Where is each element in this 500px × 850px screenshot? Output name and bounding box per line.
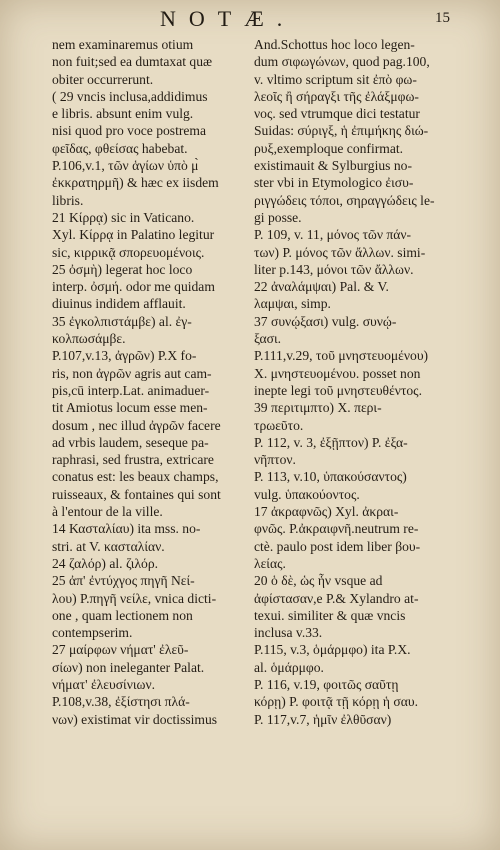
page-number: 15: [435, 10, 450, 26]
text-line: λου) P.πηγῆ νείλε, vnica dicti-: [52, 590, 217, 606]
text-line: ἐκκρατηρμῆ) & hæc ex iisdem: [52, 175, 219, 191]
text-line: conatus est: les beaux champs,: [52, 469, 219, 485]
text-line: P. 113, v.10, ὑπακούσαντος): [254, 469, 407, 485]
text-line: pis,cū interp.Lat. animaduer-: [52, 382, 210, 398]
text-line: ruisseaux, & fontaines qui sont: [52, 486, 221, 502]
text-line: P. 109, v. 11, μόνος τῶν πάν-: [254, 227, 412, 243]
text-line: σίων) non ineleganter Palat.: [52, 659, 205, 675]
text-line: inclusa v.33.: [254, 625, 323, 641]
text-line: inepte legi τοῦ μνηστευθέντος.: [254, 382, 422, 398]
text-line: 27 μαίρφων νήματ' ἐλεῦ-: [52, 642, 189, 658]
left-column: [52, 36, 240, 728]
text-line: κολπωσάμβε.: [52, 331, 126, 347]
text-line: existimauit & Sylburgius no-: [254, 158, 412, 174]
text-line: liter p.143, μόνοι τῶν ἄλλων.: [254, 261, 414, 277]
text-line: ἀφίστασαν,e P.& Xylandro at-: [254, 590, 419, 606]
text-line: raphrasi, sed frustra, extricare: [52, 452, 214, 468]
text-line: à l'entour de la ville.: [52, 504, 163, 520]
text-line: ster vbi in Etymologico ἐισυ-: [254, 175, 414, 191]
text-line: φεῖδας, φθείσας habebat.: [52, 140, 188, 156]
text-line: P.115, v.3, ὁμάρμφο) ita P.X.: [254, 642, 411, 658]
text-line: diuinus indidem afflauit.: [52, 296, 186, 312]
text-line: νήματ' ἐλευσίνιων.: [52, 676, 155, 692]
text-line: P. 117,v.7, ἡμῖν ἐλθῦσαν): [254, 711, 392, 727]
text-line: 14 Κασταλίαυ) ita mss. no-: [52, 521, 201, 537]
text-line: stri. at V. κασταλίαν.: [52, 538, 165, 554]
text-line: vulg. ὑπακούοντος.: [254, 486, 360, 502]
text-line: dosum , nec illud ἀγρῶν facere: [52, 417, 221, 433]
text-line: νῆπτον.: [254, 452, 296, 468]
text-line: ριγγώδεις τόποι, σηραγγώδεις le-: [254, 192, 435, 208]
text-line: των) P. μόνος τῶν ἄλλων. simi-: [254, 244, 426, 260]
text-line: 21 Κίρρᾳ) sic in Vaticano.: [52, 209, 195, 225]
text-line: P. 116, v.19, φοιτῶς σαῦτῃ: [254, 676, 399, 692]
right-column: [254, 36, 450, 728]
text-line: νος. sed vtrumque dici testatur: [254, 106, 420, 122]
text-line: ( 29 vncis inclusa,addidimus: [52, 88, 208, 104]
text-line: e libris. absunt enim vulg.: [52, 106, 194, 122]
text-line: 20 ὁ δὲ, ὡς ἦν vsque ad: [254, 573, 383, 589]
running-title: NOTÆ.: [160, 6, 296, 31]
text-line: ξασι.: [254, 331, 282, 347]
text-line: libris.: [52, 192, 84, 208]
text-line: 22 ἀναλάμψαι) Pal. & V.: [254, 279, 389, 295]
text-line: Xyl. Κίρρᾳ in Palatino legitur: [52, 227, 215, 243]
text-line: κόρῃ) P. φοιτᾷ τῇ κόρῃ ἡ σαυ.: [254, 694, 418, 710]
text-line: al. ὁμάρμφο.: [254, 659, 324, 675]
text-line: obiter occurrerunt.: [52, 71, 154, 87]
text-line: P.106,v.1, τῶν ἁγίων ὑπὸ μ̀: [52, 158, 199, 174]
text-line: ris, non ἀγρῶν agris aut cam-: [52, 365, 212, 381]
running-head: [0, 6, 500, 36]
text-line: And.Schottus hoc loco legen-: [254, 37, 415, 52]
text-line: contempserim.: [52, 625, 133, 641]
text-line: P.107,v.13, ἀγρῶν) P.X fo-: [52, 348, 197, 364]
text-line: 39 περιτιμπτο) X. περι-: [254, 400, 382, 416]
text-line: 37 συνῴξασι) vulg. συνῴ-: [254, 313, 397, 329]
text-line: nisi quod pro voce postrema: [52, 123, 207, 139]
text-line: non fuit;sed ea dumtaxat quæ: [52, 54, 213, 70]
text-line: λαμψαι, simp.: [254, 296, 331, 312]
text-line: 17 ἀκραφνῶς) Xyl. ἀκραι-: [254, 504, 399, 520]
text-line: P. 112, v. 3, ἐξῇπτον) P. ἐξα-: [254, 434, 408, 450]
text-line: 25 ὀσμὴ) legerat hoc loco: [52, 261, 193, 277]
text-line: interp. ὀσμή. odor me quidam: [52, 279, 215, 295]
text-line: φνῶς. P.ἀκραιφνῆ.neutrum re-: [254, 521, 419, 537]
text-line: dum σιφωγώνων, quod pag.100,: [254, 54, 430, 70]
text-line: nem examinaremus otium: [52, 37, 194, 52]
text-line: 35 ἐγκολπιστάμβε) al. ἐγ-: [52, 313, 192, 329]
text-line: 25 ἀπ' ἐντύχγος πηγῆ Νεί-: [52, 573, 195, 589]
text-line: ad vrbis laudem, seseque pa-: [52, 434, 209, 450]
text-line: τρωεῦτο.: [254, 417, 304, 433]
text-line: texui. similiter & quæ vncis: [254, 607, 406, 623]
text-line: P.108,v.38, ἐξίστησι πλά-: [52, 694, 190, 710]
text-line: sic, κιρρικᾷ σπορευομένοις.: [52, 244, 205, 260]
text-line: one , quam lectionem non: [52, 607, 193, 623]
text-line: v. vltimo scriptum sit ἐπὸ φω-: [254, 71, 417, 87]
text-line: λεοῖς ἢ σήραγξι τῆς ἐλάξμφω-: [254, 88, 419, 104]
text-line: νων) existimat vir doctissimus: [52, 711, 218, 727]
text-line: P.111,v.29, τοῦ μνηστευομένου): [254, 348, 429, 364]
text-line: Suidas: σύριγξ, ἡ ἐπιμήκης διώ-: [254, 123, 429, 139]
text-line: λείας.: [254, 555, 286, 571]
text-line: ctè. paulo post idem liber βου-: [254, 538, 421, 554]
text-line: X. μνηστευομένου. posset non: [254, 365, 421, 381]
text-line: tit Amiotus locum esse men-: [52, 400, 208, 416]
text-line: gi posse.: [254, 209, 302, 225]
text-line: 24 ζαλόρ) al. ζιλόρ.: [52, 555, 159, 571]
text-line: ρυξ,exemploque confirmat.: [254, 140, 404, 156]
